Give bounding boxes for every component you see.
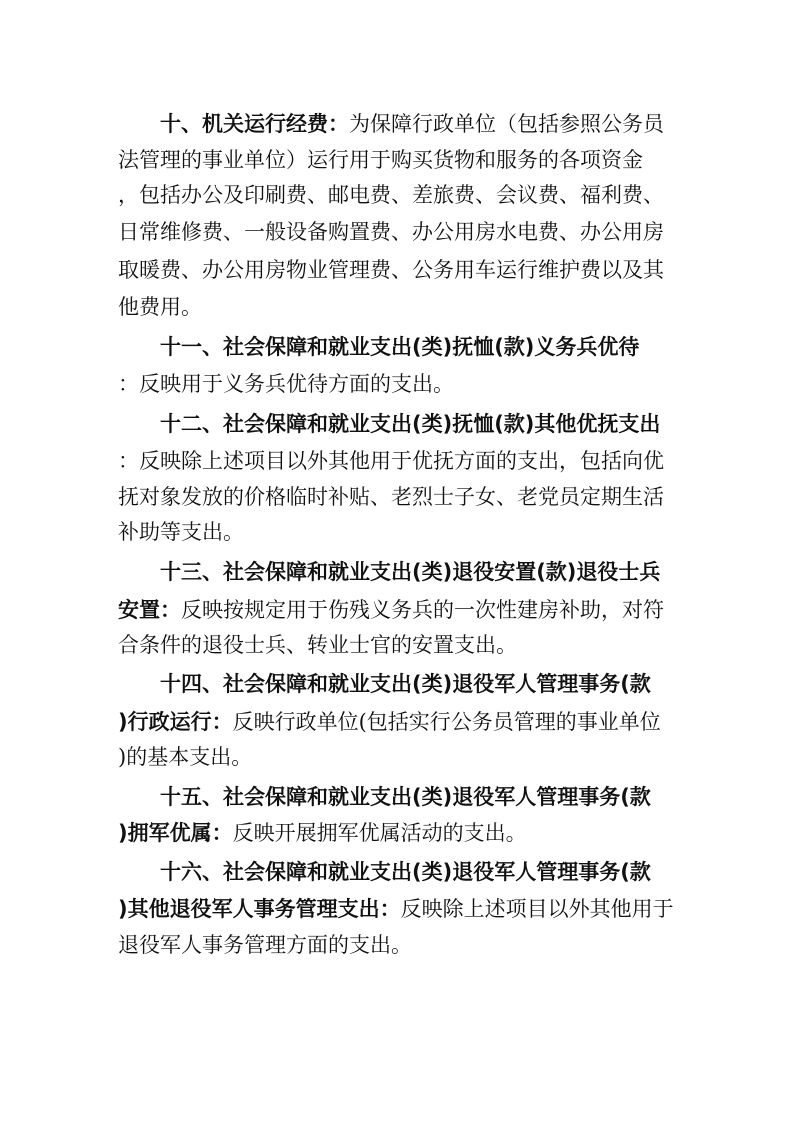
section-heading: 十四、社会保障和就业支出(类)退役军人管理事务(款 [160,672,651,696]
text-line [160,669,733,699]
section-heading: )其他退役军人事务管理支出： [118,897,401,921]
section-body-text: 他费用。 [118,295,202,319]
text-line [118,217,733,247]
section-body-text: 反映除上述项目以外其他用于 [400,897,674,921]
section-heading: 十二、社会保障和就业支出(类)抚恤(款)其他优抚支出 [160,412,661,436]
section-body-text: ，包括办公及印刷费、邮电费、差旅费、会议费、福利费、 [118,183,664,207]
text-line [118,930,733,960]
text-line [118,446,733,476]
text-line [118,630,733,660]
section-heading: 十五、社会保障和就业支出(类)退役军人管理事务(款 [160,785,651,809]
text-line [160,782,733,812]
section-body-text: 反映开展拥军优属活动的支出。 [232,821,527,845]
text-line [118,595,733,625]
section-body-text: 取暖费、办公用房物业管理费、公务用车运行维护费以及其 [118,258,664,282]
section-body-text: 反映行政单位(包括实行公务员管理的事业单位 [232,710,661,734]
section-body-text: 补助等支出。 [118,520,244,544]
text-line [118,180,733,210]
section-body-text: 反映按规定用于伤残义务兵的一次性建房补助，对符 [181,598,664,622]
section-heading: 十六、社会保障和就业支出(类)退役军人管理事务(款 [160,860,651,884]
text-line [118,482,733,512]
section-body-text: 退役军人事务管理方面的支出。 [118,933,412,957]
section-body-text: 合条件的退役士兵、转业士官的安置支出。 [118,633,517,657]
section-body-text: ：反映用于义务兵优待方面的支出。 [118,372,454,396]
section-body-text: 日常维修费、一般设备购置费、办公用房水电费、办公用房 [118,220,664,244]
text-line [118,517,733,547]
section-heading: )拥军优属： [118,821,233,845]
text-line [118,145,733,175]
text-line [118,292,733,322]
text-line [118,369,733,399]
section-heading: 十一、社会保障和就业支出(类)抚恤(款)义务兵优待 [160,335,640,359]
section-body-text: ：反映除上述项目以外其他用于优抚方面的支出，包括向优 [118,449,664,473]
text-line [160,857,733,887]
text-line [118,707,733,737]
section-body-text: 为保障行政单位（包括参照公务员 [349,112,664,136]
section-heading: 十三、社会保障和就业支出(类)退役安置(款)退役士兵 [160,560,661,584]
text-line [118,818,733,848]
section-heading: 安置： [118,598,181,622]
text-line [160,409,733,439]
section-heading: )行政运行： [118,710,233,734]
section-heading: 十、机关运行经费： [160,112,349,136]
section-body-text: )的基本支出。 [118,745,253,769]
section-body-text: 法管理的事业单位）运行用于购买货物和服务的各项资金 [118,148,643,172]
text-line [118,742,733,772]
text-line [160,332,733,362]
text-line [118,255,733,285]
text-line [160,557,733,587]
section-body-text: 抚对象发放的价格临时补贴、老烈士子女、老党员定期生活 [118,485,664,509]
text-line [118,894,733,924]
text-line [160,109,733,139]
